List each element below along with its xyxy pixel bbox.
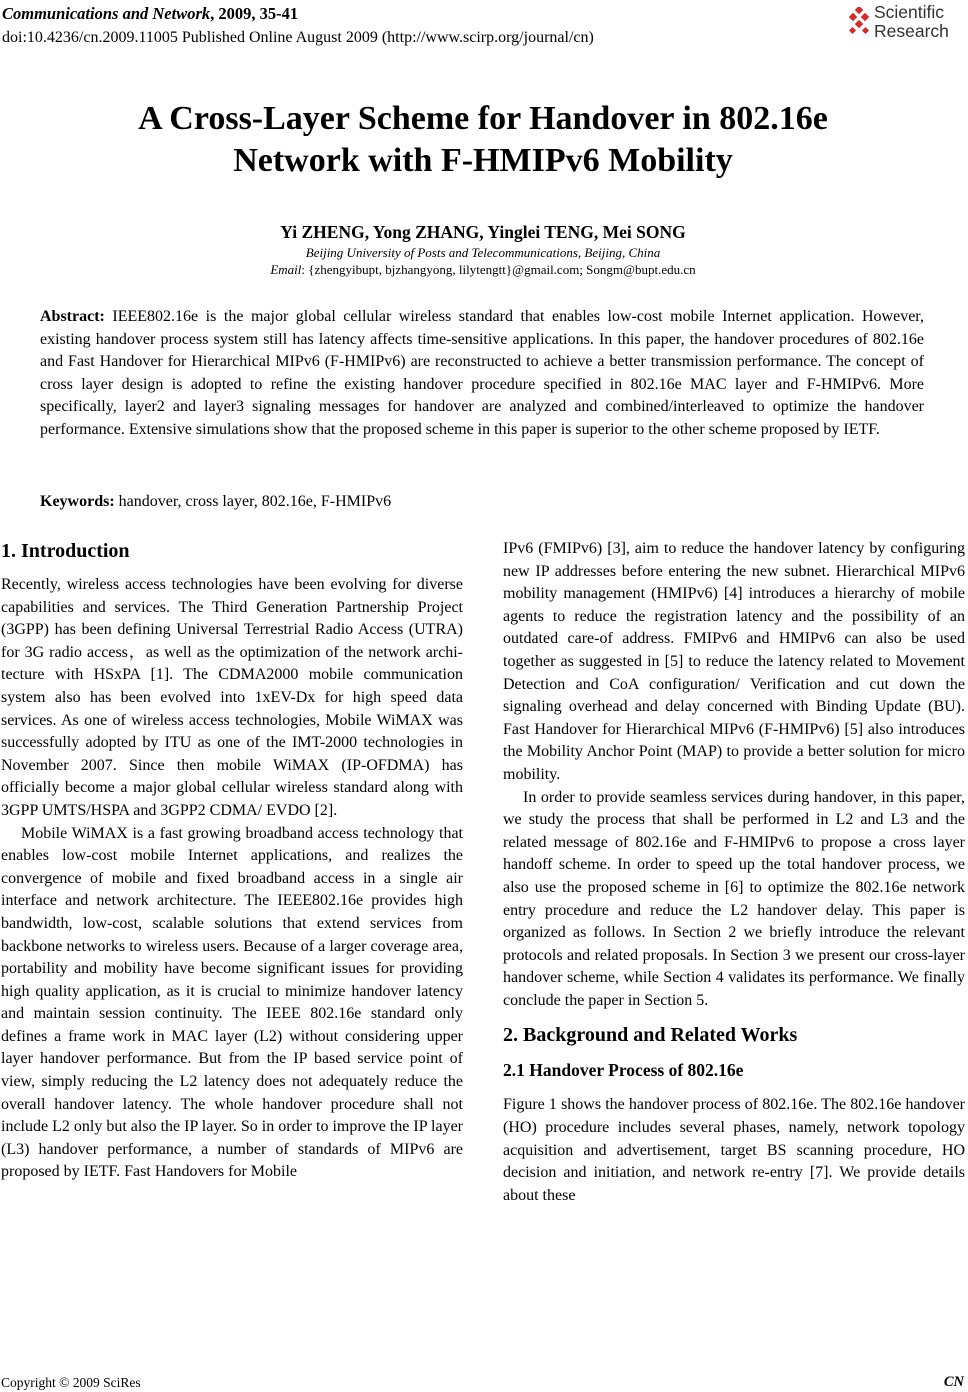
- keywords-label: Keywords:: [40, 493, 115, 510]
- section-2-heading: 2. Background and Related Works: [503, 1024, 798, 1047]
- section-1-paragraph-2-continued: IPv6 (FMIPv6) [3], aim to reduce the handover latency by configuring new IP addresses before entering the new subnet. Hierarchical MIPv6 mobility management (HMIPv6) [4] introduces a hierarchy of mobile agents to reduce the registration latency and the possibility of an outdated care-of address. FMIPv6 and HMIPv6 can also be used together as suggested in [5] to reduce the latency related to Movement Detection and CoA configuration/ Verification and cut down the signaling overhead and delay concerned with Binding Update (BU). Fast Handover for Hierarchical MIPv6 (F-HMIPv6) [5] also introduces the Mobility Anchor Point (MAP) to provide a better solution for micro mobility.: [503, 540, 965, 783]
- abstract-text: IEEE802.16e is the major global cellular wireless standard that enables low-cost mobile Internet application. However, existing handover process system still has latency affects time-sensitive applications. In this paper, the handover procedures of 802.16e and Fast Handover for Hierarchical MIPv6 (F-HMIPv6) are reconstructed to achieve a better transmission performance. The concept of cross layer design is adopted to refine the existing handover procedure specified in 802.16e MAC layer and F-HMIPv6. More specifically, layer2 and layer3 signaling messages for handover are analyzed and combined/interleaved to optimize the handover performance. Extensive simulations show that the proposed scheme in this paper is superior to the other scheme proposed by IETF.: [40, 308, 924, 438]
- publisher-logo-icon: [848, 7, 872, 35]
- publisher-logo-text: [874, 3, 949, 41]
- section-1-paragraph-1: Recently, wireless access technologies have been evolving for diverse capabilities and services. The Third Generation Partnership Project (3GPP) has been defining Universal Terrestrial Radio Access (UTRA) for 3G radio access，as well as the optimization of the network architecture with HSxPA [1]. The CDMA2000 mobile communication system also has been evolved into 1xEV-Dx for high speed data services. As one of wireless access technologies, Mobile WiMAX was successfully adopted by ITU as one of the IMT-2000 technologies in November 2007. Since then mobile WiMAX (IP-OFDMA) has officially become a major global cellular wireless standard along with 3GPP UMTS/HSPA and 3GPP2 CDMA/ EVDO [2].: [1, 576, 463, 819]
- footer-journal-abbrev: CN: [943, 1374, 964, 1390]
- paper-title: [40, 98, 926, 182]
- keywords: [40, 493, 924, 511]
- email-label: Email: [270, 262, 302, 277]
- abstract-label: Abstract:: [40, 308, 105, 325]
- section-1-paragraph-3: In order to provide seamless services during handover, in this paper, we study the process that shall be performed in L2 and L3 and the related message of 802.16e and F-HMIPv6 to propose a cross layer handoff scheme. In order to speed up the total handover process, we also use the proposed scheme in [6] to optimize the 802.16e network entry procedure and reduce the L2 handover delay. This paper is organized as follows. In Section 2 we briefly introduce the relevant protocols and related proposals. In Section 3 we present our cross-layer handover scheme, while Section 4 validates its performance. We finally conclude the paper in Section 5.: [503, 788, 965, 1009]
- author-list: Yi ZHENG, Yong ZHANG, Yinglei TENG, Mei SONG: [280, 222, 686, 242]
- subsection-2-1-paragraph-1: Figure 1 shows the handover process of 802.16e. The 802.16e handover (HO) procedure includes several phases, namely, network topology acquisition and advertisement, target BS scanning procedure, HO decision and initiation, and network re-entry [7]. We provide details about these: [503, 1096, 965, 1204]
- footer-copyright: Copyright © 2009 SciRes: [1, 1375, 141, 1390]
- right-column: [503, 538, 965, 1207]
- journal-header: [2, 4, 298, 24]
- email-value: : {zhengyibupt, bjzhangyong, lilytengtt}@gmail.com; Songm@bupt.edu.cn: [301, 262, 696, 277]
- publisher-logo: [848, 3, 966, 43]
- logo-line1: Scientific: [874, 2, 945, 22]
- section-1-paragraph-2: Mobile WiMAX is a fast growing broadband access technology that enables low-cost mobile Internet applications, and realizes the convergence of mobile and fixed broadband access in a single air interface and network architecture. The IEEE802.16e provides high bandwidth, low-cost, scalable solutions that extend services from backbone networks to wireless users. Because of a larger coverage area, portability and mobility have become significant issues for providing high quality application, as it is crucial to minimize handover latency and maintain session continuity. The IEEE 802.16e standard only defines a frame work in MAC layer (L2) without considering upper layer handover performance. But from the IP based service point of view, simply reducing the L2 latency does not adequately reduce the overall handover latency. The whole handover procedure shall not include L2 only but also the IP layer. So in order to improve the IP layer (L3) handover performance, a number of standards of MIPv6 are proposed by IETF. Fast Handovers for Mobile: [1, 824, 463, 1181]
- keywords-text: handover, cross layer, 802.16e, F-HMIPv6: [114, 493, 392, 510]
- left-column: [1, 538, 463, 1184]
- affiliation: Beijing University of Posts and Telecommunications, Beijing, China: [305, 245, 661, 260]
- email-line: [40, 262, 926, 278]
- journal-year-pages: , 2009, 35-41: [210, 4, 299, 23]
- journal-name: Communications and Network: [2, 4, 211, 23]
- subsection-2-1-heading: 2.1 Handover Process of 802.16e: [503, 1060, 744, 1081]
- doi-line: doi:10.4236/cn.2009.11005 Published Online August 2009 (http://www.scirp.org/journal/cn): [2, 29, 594, 46]
- section-1-heading: 1. Introduction: [1, 540, 130, 562]
- title-line-2: Network with F-HMIPv6 Mobility: [233, 142, 733, 179]
- abstract: [40, 306, 924, 442]
- logo-line2: Research: [874, 21, 949, 41]
- title-line-1: A Cross-Layer Scheme for Handover in 802.16e: [138, 100, 828, 137]
